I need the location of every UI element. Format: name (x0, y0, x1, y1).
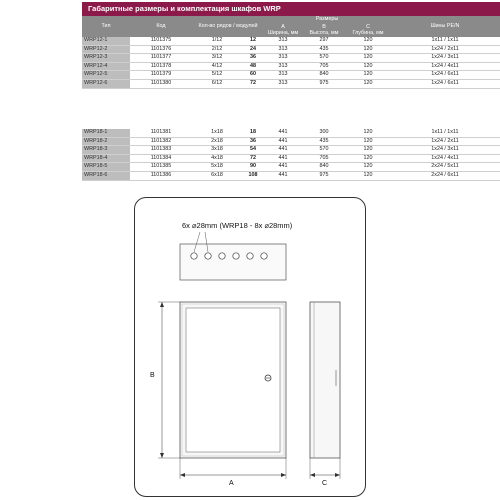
cell-type: WRP18-5 (82, 163, 130, 172)
cell-bus: 1x24 / 6x11 (390, 79, 500, 88)
header-bus: Шины PE/N (390, 16, 500, 37)
cell-type: WRP12-3 (82, 54, 130, 63)
header-a-sub: Ширина, мм (267, 30, 299, 36)
cell-modules: 72 (242, 79, 264, 88)
cell-width: 313 (264, 62, 302, 71)
cell-rows: 2x18 (192, 137, 242, 146)
cell-code: 1101382 (130, 137, 192, 146)
cell-code: 1101379 (130, 71, 192, 80)
dim-a-label: A (229, 480, 234, 487)
cell-rows: 6x18 (192, 171, 242, 180)
dim-c-label: C (322, 480, 328, 487)
cell-bus: 1x11 / 1x11 (390, 37, 500, 45)
cell-bus: 2x24 / 6x11 (390, 171, 500, 180)
cell-code: 1101383 (130, 146, 192, 155)
cell-code: 1101376 (130, 45, 192, 54)
cell-height: 975 (302, 171, 346, 180)
cell-width: 441 (264, 163, 302, 172)
cell-bus: 2x24 / 5x11 (390, 163, 500, 172)
cell-type: WRP18-6 (82, 171, 130, 180)
cell-height: 570 (302, 146, 346, 155)
cell-modules: 12 (242, 37, 264, 45)
cell-bus: 1x24 / 2x11 (390, 137, 500, 146)
page-title: Габаритные размеры и комплектация шкафов WRP (82, 2, 500, 16)
holes-label: 6x ⌀28mm (WRP18 - 8x ⌀28mm) (182, 221, 293, 230)
cell-width: 313 (264, 37, 302, 45)
cell-width: 441 (264, 146, 302, 155)
cell-code: 1101377 (130, 54, 192, 63)
cell-bus: 1x11 / 1x11 (390, 129, 500, 137)
cell-depth: 120 (346, 146, 390, 155)
cell-width: 441 (264, 154, 302, 163)
cell-type: WRP12-6 (82, 79, 130, 88)
cell-rows: 1/12 (192, 37, 242, 45)
cell-rows: 5/12 (192, 71, 242, 80)
cell-bus: 1x24 / 3x11 (390, 146, 500, 155)
cell-modules: 108 (242, 171, 264, 180)
hole-2 (205, 253, 211, 259)
hole-4 (233, 253, 239, 259)
cell-depth: 120 (346, 62, 390, 71)
dim-b-label: B (150, 372, 155, 379)
cell-height: 705 (302, 62, 346, 71)
cell-rows: 1x18 (192, 129, 242, 137)
header-c-sub: Глубина, мм (352, 30, 384, 36)
cell-depth: 120 (346, 129, 390, 137)
cell-bus: 1x24 / 4x11 (390, 154, 500, 163)
cell-rows: 5x18 (192, 163, 242, 172)
cell-rows: 3/12 (192, 54, 242, 63)
cell-rows: 4x18 (192, 154, 242, 163)
cell-type: WRP18-4 (82, 154, 130, 163)
cell-depth: 120 (346, 137, 390, 146)
cell-code: 1101386 (130, 171, 192, 180)
cell-code: 1101378 (130, 62, 192, 71)
cell-depth: 120 (346, 71, 390, 80)
cell-modules: 72 (242, 154, 264, 163)
cell-rows: 6/12 (192, 79, 242, 88)
cell-code: 1101381 (130, 129, 192, 137)
cell-bus: 1x24 / 3x11 (390, 54, 500, 63)
cell-height: 975 (302, 79, 346, 88)
cell-type: WRP18-3 (82, 146, 130, 155)
cell-modules: 48 (242, 62, 264, 71)
cell-modules: 60 (242, 71, 264, 80)
cell-type: WRP12-2 (82, 45, 130, 54)
cell-height: 705 (302, 154, 346, 163)
cell-height: 840 (302, 163, 346, 172)
cell-height: 570 (302, 54, 346, 63)
cell-bus: 1x24 / 6x11 (390, 71, 500, 80)
cell-modules: 54 (242, 146, 264, 155)
header-b-sub: Высота, мм (309, 30, 339, 36)
cell-modules: 36 (242, 137, 264, 146)
cell-rows: 3x18 (192, 146, 242, 155)
cell-code: 1101375 (130, 37, 192, 45)
hole-6 (261, 253, 267, 259)
cell-height: 840 (302, 71, 346, 80)
cell-width: 313 (264, 54, 302, 63)
hole-3 (219, 253, 225, 259)
cell-type: WRP18-1 (82, 129, 130, 137)
cell-height: 300 (302, 129, 346, 137)
cell-width: 313 (264, 71, 302, 80)
cell-width: 313 (264, 79, 302, 88)
cell-depth: 120 (346, 54, 390, 63)
cell-height: 297 (302, 37, 346, 45)
cell-type: WRP12-5 (82, 71, 130, 80)
cell-modules: 24 (242, 45, 264, 54)
cell-rows: 4/12 (192, 62, 242, 71)
cell-depth: 120 (346, 45, 390, 54)
cell-modules: 90 (242, 163, 264, 172)
header-rows-modules: Кол-во рядов / модулей (192, 16, 264, 37)
header-a-letter: A (281, 23, 285, 30)
cell-depth: 120 (346, 163, 390, 172)
cell-modules: 18 (242, 129, 264, 137)
header-c-letter: C (366, 23, 370, 30)
cell-bus: 1x24 / 4x11 (390, 62, 500, 71)
hole-5 (247, 253, 253, 259)
cell-width: 313 (264, 45, 302, 54)
side-view (310, 302, 340, 458)
cell-height: 435 (302, 137, 346, 146)
cell-type: WRP12-1 (82, 37, 130, 45)
cell-width: 441 (264, 171, 302, 180)
cell-depth: 120 (346, 79, 390, 88)
cell-type: WRP12-4 (82, 62, 130, 71)
header-code: Код (130, 16, 192, 37)
cell-modules: 36 (242, 54, 264, 63)
cell-code: 1101384 (130, 154, 192, 163)
header-sizes: Размеры (264, 16, 390, 23)
hole-1 (191, 253, 197, 259)
cell-depth: 120 (346, 171, 390, 180)
cell-depth: 120 (346, 154, 390, 163)
cell-rows: 2/12 (192, 45, 242, 54)
cell-bus: 1x24 / 2x11 (390, 45, 500, 54)
cell-code: 1101380 (130, 79, 192, 88)
cell-type: WRP18-2 (82, 137, 130, 146)
cell-width: 441 (264, 129, 302, 137)
cell-width: 441 (264, 137, 302, 146)
cell-height: 435 (302, 45, 346, 54)
top-view (180, 244, 286, 280)
header-b-letter: B (322, 23, 326, 30)
cell-depth: 120 (346, 37, 390, 45)
cell-code: 1101385 (130, 163, 192, 172)
header-type: Тип (82, 16, 130, 37)
